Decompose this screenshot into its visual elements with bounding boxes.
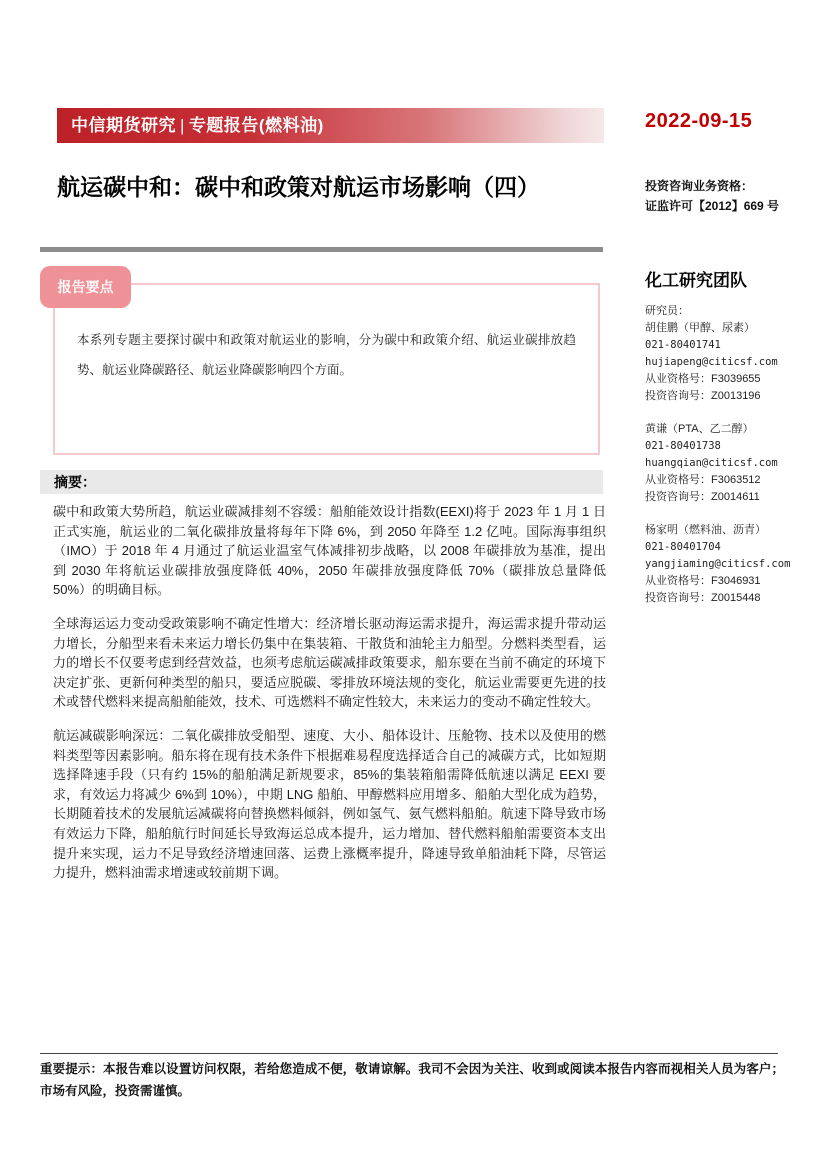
header-banner <box>57 108 604 143</box>
researcher-name: 黄谦（PTA、乙二醇） <box>645 423 754 435</box>
researcher-email: hujiapeng@citicsf.com <box>645 356 778 368</box>
abstract-paragraph-3: 航运减碳影响深远：二氧化碳排放受船型、速度、大小、船体设计、压舱物、技术以及使用的燃料类型等因素影响。船东将在现有技术条件下根据难易程度选择适合自己的减碳方式，比如短期选择降速手段（只有约 15%的船舶满足新规要求，85%的集装箱船需降低航速以满足 EEXI 要求，有效运力将减少 6%到 10%），中期 LNG 船舶、甲醇燃料应用增多、船舶大型化成为趋势，长期随着技术的发展航运减碳将向替换燃料倾斜，例如氢气、氨气燃料船舶。航速下降导致市场有效运力下降，船舶航行时间延长导致海运总成本提升，运力增加、替代燃料船舶需要资本支出提升来实现，运力不足导致经济增速回落、运费上涨概率提升，降速导致单船油耗下降，尽管运力提升，燃料油需求增速或较前期下调。 <box>53 727 606 881</box>
title-divider <box>40 247 603 252</box>
researcher-phone: 021-80401738 <box>645 440 721 452</box>
researcher-name: 杨家明（燃料油、沥青） <box>645 524 766 536</box>
researcher-phone: 021-80401704 <box>645 541 721 553</box>
researcher-email: huangqian@citicsf.com <box>645 457 778 469</box>
researcher-phone: 021-80401741 <box>645 339 721 351</box>
researcher-card <box>645 522 815 607</box>
researcher-email: yangjiaming@citicsf.com <box>645 558 791 570</box>
footer-divider <box>40 1053 778 1054</box>
highlights-box <box>53 283 600 455</box>
highlights-tab: 报告要点 <box>40 266 131 308</box>
researcher-card <box>645 303 815 405</box>
team-title: 化工研究团队 <box>645 271 747 290</box>
researcher-advisory-number: 投资咨询号：Z0015448 <box>645 592 761 604</box>
qualification-line2: 证监许可【2012】669 号 <box>645 199 780 213</box>
researcher-qualification: 从业资格号：F3046931 <box>645 575 761 587</box>
page-title: 航运碳中和：碳中和政策对航运市场影响（四） <box>57 174 540 200</box>
report-category: 专题报告(燃料油) <box>188 116 324 135</box>
researcher-advisory-number: 投资咨询号：Z0013196 <box>645 390 761 402</box>
abstract-paragraph-1: 碳中和政策大势所趋，航运业碳减排刻不容缓：船舶能效设计指数(EEXI)将于 2023 年 1 月 1 日正式实施，航运业的二氧化碳排放量将每年下降 6%，到 2050 年降至 1.2 亿吨。国际海事组织（IMO）于 2018 年 4 月通过了航运业温室气体减排初步战略，以 2008 年碳排放为基准，提出到 2030 年将航运业碳排放强度降低 40%，2050 年碳排放强度降低 70%（碳排放总量降低 50%）的明确目标。 <box>53 504 606 598</box>
abstract-heading-bar <box>40 470 603 494</box>
team-role-label: 研究员： <box>645 305 689 317</box>
abstract-paragraph-2: 全球海运运力变动受政策影响不确定性增大：经济增长驱动海运需求提升，海运需求提升带动运力增长，分船型来看未来运力增长仍集中在集装箱、干散货和油轮主力船型。分燃料类型看，运力的增长不仅要考虑到经营效益，也须考虑航运碳减排政策要求，船东要在当前不确定的环境下决定扩张、更新何种类型的船只，要适应脱碳、零排放环境法规的变化，航运业需要更先进的技术或替代燃料来提高船舶能效，技术、可选燃料不确定性较大，未来运力的变动不确定性较大。 <box>53 615 606 710</box>
researcher-card <box>645 421 815 506</box>
brand-pipe-divider: | <box>180 116 185 135</box>
qualification-line1: 投资咨询业务资格： <box>645 179 754 193</box>
researcher-name: 胡佳鹏（甲醇、尿素） <box>645 322 755 334</box>
researcher-qualification: 从业资格号：F3039655 <box>645 373 761 385</box>
qualification-block <box>645 176 815 216</box>
brand-name: 中信期货研究 <box>71 116 176 135</box>
abstract-body <box>53 502 606 897</box>
abstract-heading: 摘要： <box>54 474 96 490</box>
highlights-text: 本系列专题主要探讨碳中和政策对航运业的影响，分为碳中和政策介绍、航运业碳排放趋势、航运业降碳路径、航运业降碳影响四个方面。 <box>77 333 576 377</box>
researcher-advisory-number: 投资咨询号：Z0014611 <box>645 491 760 503</box>
report-date: 2022-09-15 <box>645 110 753 132</box>
footer-disclaimer: 重要提示：本报告难以设置访问权限，若给您造成不便，敬请谅解。我司不会因为关注、收到或阅读本报告内容而视相关人员为客户；市场有风险，投资需谨慎。 <box>40 1062 784 1098</box>
research-team-sidebar <box>645 266 815 623</box>
researcher-qualification: 从业资格号：F3063512 <box>645 474 761 486</box>
